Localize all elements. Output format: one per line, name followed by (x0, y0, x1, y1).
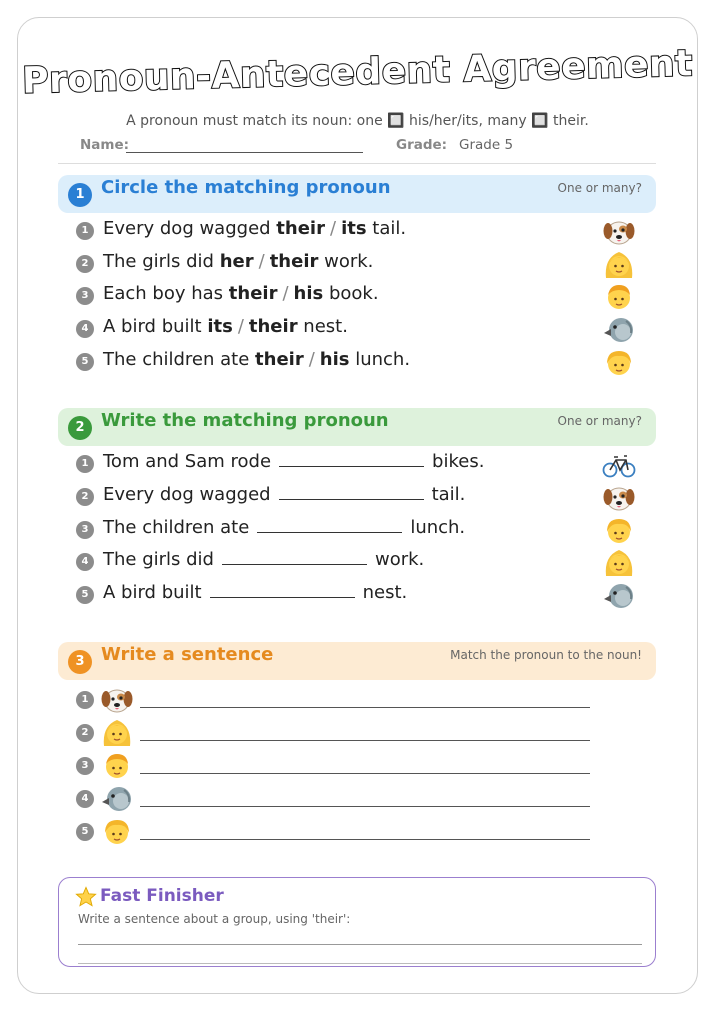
item-number: 3 (76, 287, 94, 305)
sentence-text: A bird built its / their nest. (103, 316, 348, 337)
girl-icon (602, 248, 636, 282)
sentence-line-3 (76, 749, 596, 783)
sentence-text: Each boy has their / his book. (103, 283, 379, 304)
name-grade-row (80, 137, 640, 157)
bicycle-icon (602, 448, 636, 482)
page-subtitle: A pronoun must match its noun: one 🔲 his/her/its, many 🔲 their. (126, 113, 589, 129)
sentence-text: Every dog wagged tail. (103, 484, 466, 505)
writing-line[interactable] (140, 773, 590, 774)
sentence-text: The children ate lunch. (103, 517, 466, 538)
pronoun-option[interactable]: his (319, 349, 350, 370)
answer-blank[interactable] (279, 486, 424, 500)
answer-blank[interactable] (257, 519, 402, 533)
pronoun-option[interactable]: its (341, 218, 367, 239)
item-number: 3 (76, 757, 94, 775)
section-3-title: Write a sentence (101, 644, 274, 665)
pronoun-option[interactable]: their (228, 283, 278, 304)
pronoun-option[interactable]: his (293, 283, 324, 304)
circle-item-4 (76, 315, 636, 345)
bird-icon (602, 579, 636, 613)
section-1-number: 1 (68, 183, 92, 207)
sentence-text: The girls did work. (103, 549, 425, 570)
dog-icon (100, 683, 134, 717)
write-item-1 (76, 450, 636, 480)
circle-item-5 (76, 348, 636, 378)
sentence-text: Tom and Sam rode bikes. (103, 451, 485, 472)
sentence-line-2 (76, 716, 596, 750)
name-field[interactable] (126, 152, 363, 153)
writing-line[interactable] (78, 963, 642, 964)
sentence-text: The children ate their / his lunch. (103, 349, 411, 370)
circle-item-1 (76, 217, 636, 247)
item-number: 5 (76, 823, 94, 841)
section-3-header (58, 642, 656, 680)
section-3-hint: Match the pronoun to the noun! (450, 648, 642, 662)
pronoun-option[interactable]: their (276, 218, 325, 239)
pronoun-option[interactable]: its (207, 316, 233, 337)
item-number: 2 (76, 488, 94, 506)
section-2-number: 2 (68, 416, 92, 440)
header-divider (58, 163, 656, 164)
girl-icon (602, 546, 636, 580)
item-number: 5 (76, 353, 94, 371)
writing-line[interactable] (140, 806, 590, 807)
item-number: 1 (76, 691, 94, 709)
grade-label: Grade: (396, 137, 448, 153)
item-number: 2 (76, 724, 94, 742)
name-label: Name: (80, 137, 130, 153)
item-number: 5 (76, 586, 94, 604)
section-2-hint: One or many? (557, 414, 642, 428)
item-number: 1 (76, 222, 94, 240)
answer-blank[interactable] (210, 584, 355, 598)
section-2-header (58, 408, 656, 446)
dog-icon (602, 481, 636, 515)
sentence-line-1 (76, 683, 596, 717)
writing-line[interactable] (140, 839, 590, 840)
pronoun-option[interactable]: their (269, 251, 319, 272)
sentence-text: Every dog wagged their / its tail. (103, 218, 407, 239)
answer-blank[interactable] (222, 551, 367, 565)
bird-icon (602, 313, 636, 347)
page-title: Pronoun-Antecedent Agreement (21, 43, 694, 102)
write-item-5 (76, 581, 636, 611)
sentence-text: A bird built nest. (103, 582, 408, 603)
boy-icon (602, 280, 636, 314)
writing-line[interactable] (140, 707, 590, 708)
grade-value: Grade 5 (459, 137, 514, 153)
pronoun-option[interactable]: her (219, 251, 254, 272)
item-number: 2 (76, 255, 94, 273)
fast-finisher-title: Fast Finisher (100, 886, 224, 906)
star-icon (75, 886, 97, 908)
section-2-title: Write the matching pronoun (101, 410, 389, 431)
section-1-title: Circle the matching pronoun (101, 177, 391, 198)
child-icon (602, 346, 636, 380)
item-number: 1 (76, 455, 94, 473)
item-number: 4 (76, 320, 94, 338)
girl-icon (100, 716, 134, 750)
write-item-3 (76, 516, 636, 546)
bird-icon (100, 782, 134, 816)
section-1-hint: One or many? (557, 181, 642, 195)
child-icon (602, 514, 636, 548)
boy-icon (100, 749, 134, 783)
write-item-4 (76, 548, 636, 578)
sentence-line-5 (76, 815, 596, 849)
sentence-text: The girls did her / their work. (103, 251, 374, 272)
sentence-line-4 (76, 782, 596, 816)
pronoun-option[interactable]: their (248, 316, 298, 337)
circle-item-3 (76, 282, 636, 312)
circle-item-2 (76, 250, 636, 280)
item-number: 3 (76, 521, 94, 539)
item-number: 4 (76, 553, 94, 571)
writing-line[interactable] (140, 740, 590, 741)
section-1-header (58, 175, 656, 213)
pronoun-option[interactable]: their (255, 349, 304, 370)
fast-finisher-prompt: Write a sentence about a group, using 'their': (78, 912, 351, 926)
child-icon (100, 815, 134, 849)
item-number: 4 (76, 790, 94, 808)
write-item-2 (76, 483, 636, 513)
section-3-number: 3 (68, 650, 92, 674)
dog-icon (602, 215, 636, 249)
writing-line[interactable] (78, 944, 642, 945)
answer-blank[interactable] (279, 453, 424, 467)
fast-finisher-box (58, 877, 656, 967)
